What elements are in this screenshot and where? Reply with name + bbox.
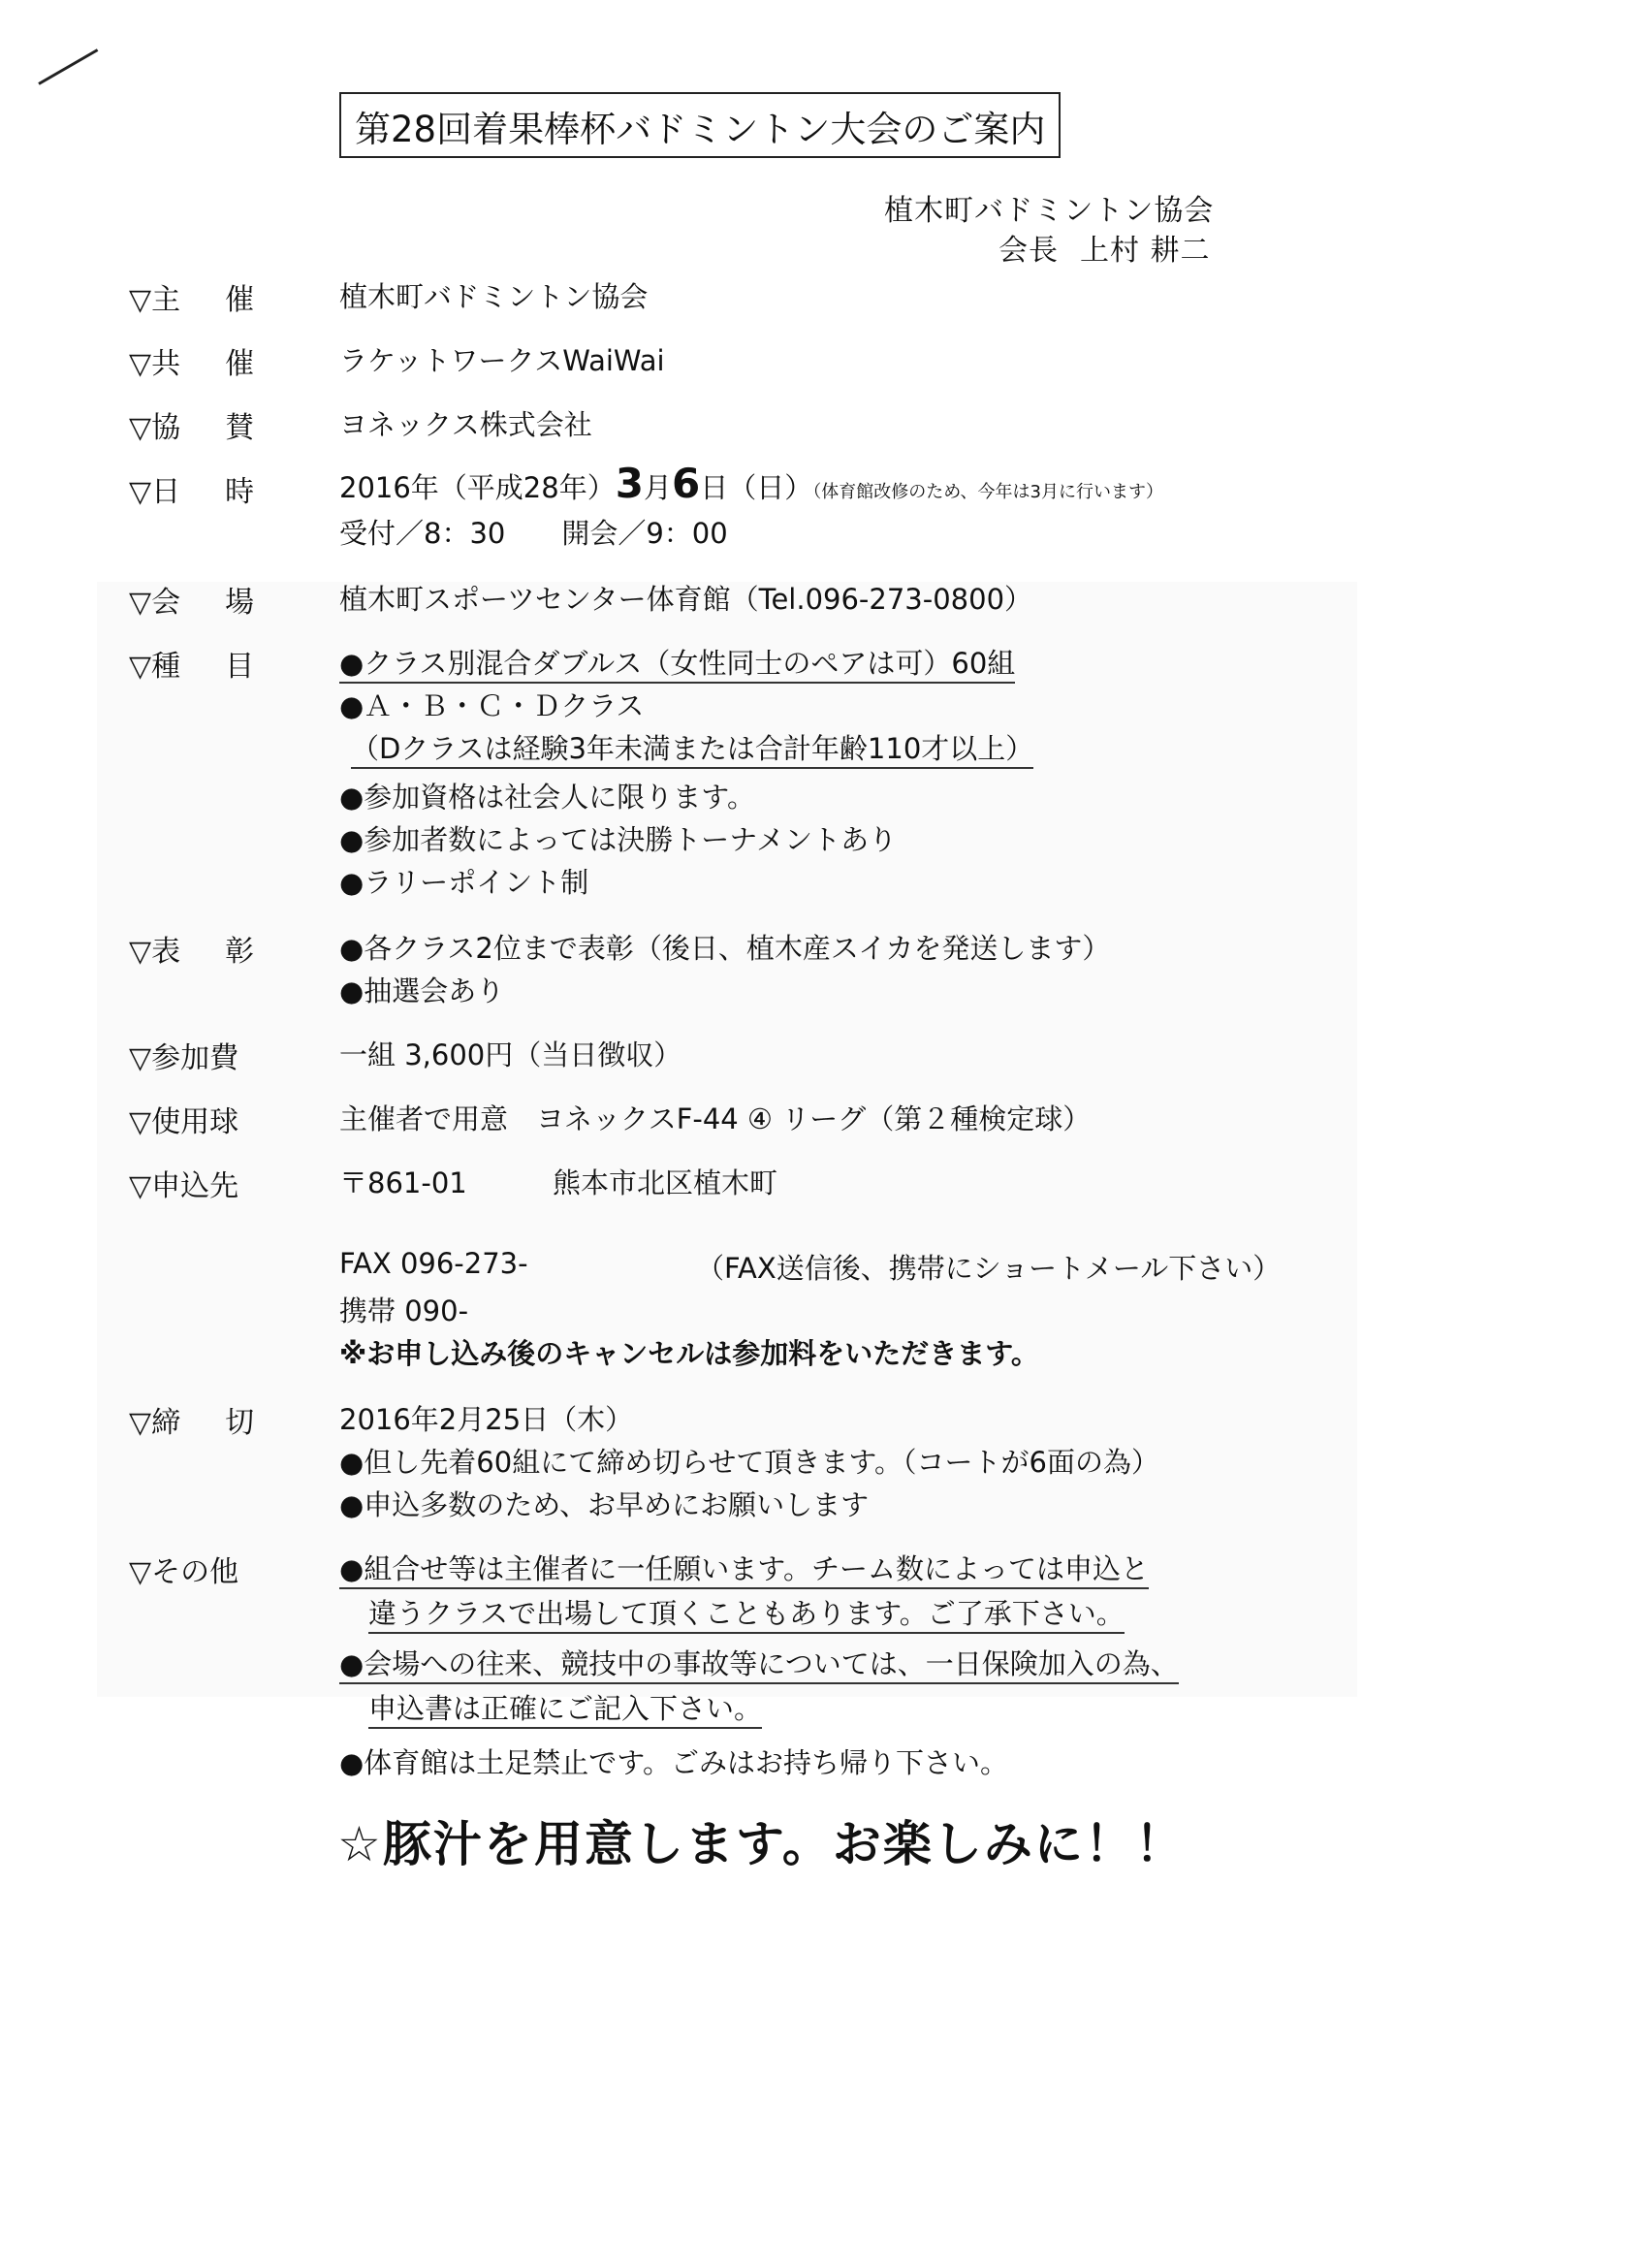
value-shusai: 植木町バドミントン協会 bbox=[339, 280, 649, 313]
label-sonota: ▽その他 bbox=[129, 1555, 239, 1589]
sonota-line-4: 申込書は正確にご記入下さい。 bbox=[368, 1687, 762, 1727]
sonota-line-2: 違うクラスで出場して頂くこともあります。ご了承下さい。 bbox=[368, 1592, 1125, 1632]
moshikomi-fax-note: （FAX送信後、携帯にショートメール下さい） bbox=[696, 1252, 1282, 1285]
label-shumoku: ▽種 目 bbox=[129, 650, 255, 684]
value-kyosai: ラケットワークスWaiWai bbox=[339, 344, 665, 377]
moshikomi-cancel-note: ※お申し込み後のキャンセルは参加料をいただきます。 bbox=[339, 1337, 1039, 1370]
label-kyosai: ▽共 催 bbox=[129, 347, 255, 381]
date-year: 2016年（平成28年） bbox=[339, 471, 616, 504]
sonota-line-5: ●体育館は土足禁止です。ごみはお持ち帰り下さい。 bbox=[339, 1746, 1008, 1779]
hyosho-line-1: ●各クラス2位まで表彰（後日、植木産スイカを発送します） bbox=[339, 932, 1111, 965]
value-nichiji-date bbox=[339, 460, 1163, 507]
date-day-unit: 日（日） bbox=[700, 471, 813, 504]
label-hyosho: ▽表 彰 bbox=[129, 935, 255, 969]
value-shiyokyu: 主催者で用意 ヨネックスF-44 ④ リーグ（第２種検定球） bbox=[339, 1102, 1092, 1135]
hyosho-line-2: ●抽選会あり bbox=[339, 974, 505, 1007]
date-month-unit: 月 bbox=[643, 471, 672, 504]
shimekiri-line-1: 2016年2月25日（木） bbox=[339, 1403, 634, 1436]
label-kyosan: ▽協 賛 bbox=[129, 411, 255, 445]
date-day-num: 6 bbox=[671, 460, 701, 507]
shumoku-line-5: ●参加者数によっては決勝トーナメントあり bbox=[339, 823, 898, 856]
date-month-num: 3 bbox=[615, 460, 644, 507]
moshikomi-postal: 〒861-01 bbox=[339, 1166, 467, 1199]
label-shusai: ▽主 催 bbox=[129, 283, 255, 317]
president-line bbox=[998, 226, 1211, 269]
scan-mark bbox=[38, 48, 98, 85]
closing-message: ☆豚汁を用意します。お楽しみに！！ bbox=[337, 1816, 1186, 1872]
shumoku-line-2: ●Ａ・Ｂ・Ｃ・Ｄクラス bbox=[339, 689, 645, 722]
date-note: （体育館改修のため、今年は3月に行います） bbox=[812, 482, 1163, 502]
sonota-line-3: ●会場への往来、競技中の事故等については、一日保険加入の為、 bbox=[339, 1643, 1179, 1682]
shumoku-line-4: ●参加資格は社会人に限ります。 bbox=[339, 781, 755, 814]
label-shiyokyu: ▽使用球 bbox=[129, 1105, 239, 1139]
president-title: 会長 bbox=[998, 234, 1059, 268]
label-sankahi: ▽参加費 bbox=[129, 1041, 239, 1075]
shimekiri-line-2: ●但し先着60組にて締め切らせて頂きます。（コートが6面の為） bbox=[339, 1446, 1159, 1479]
shumoku-line-6: ●ラリーポイント制 bbox=[339, 866, 589, 899]
value-nichiji-times: 受付／8：30 開会／9：00 bbox=[339, 517, 728, 550]
label-shimekiri: ▽締 切 bbox=[129, 1406, 255, 1440]
label-kaijo: ▽会 場 bbox=[129, 586, 255, 620]
value-sankahi: 一組 3,600円（当日徴収） bbox=[339, 1038, 682, 1071]
shimekiri-line-3: ●申込多数のため、お早めにお願いします bbox=[339, 1488, 870, 1521]
sonota-line-1: ●組合せ等は主催者に一任願います。チーム数によっては申込と bbox=[339, 1548, 1149, 1587]
label-nichiji: ▽日 時 bbox=[129, 475, 255, 509]
moshikomi-mobile: 携帯 090- bbox=[339, 1294, 469, 1327]
moshikomi-fax: FAX 096-273- bbox=[339, 1247, 528, 1280]
organizer-org: 植木町バドミントン協会 bbox=[884, 194, 1215, 228]
shumoku-line-1: ●クラス別混合ダブルス（女性同士のペアは可）60組 bbox=[339, 642, 1015, 682]
shumoku-line-3: （Dクラスは経験3年未満または合計年齢110才以上） bbox=[351, 727, 1033, 767]
page-title: 第28回着果棒杯バドミントン大会のご案内 bbox=[339, 92, 1061, 158]
value-kaijo: 植木町スポーツセンター体育館（Tel.096-273-0800） bbox=[339, 583, 1033, 616]
moshikomi-address: 熊本市北区植木町 bbox=[553, 1166, 778, 1199]
president-name: 上村 耕二 bbox=[1080, 234, 1211, 268]
label-moshikomi: ▽申込先 bbox=[129, 1169, 239, 1203]
value-kyosan: ヨネックス株式会社 bbox=[339, 408, 592, 441]
